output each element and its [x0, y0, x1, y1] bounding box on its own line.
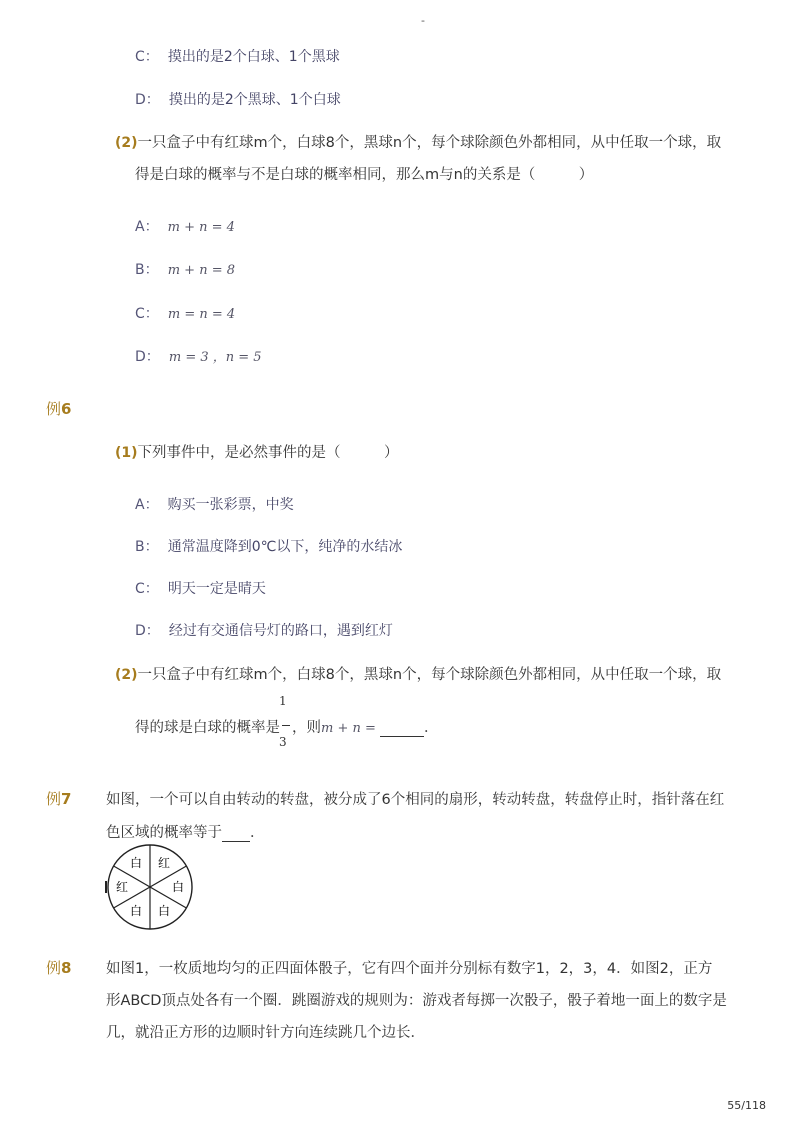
- sector-label-bottom-right: 白: [157, 904, 171, 918]
- question-text-end: ．: [250, 825, 265, 841]
- example-6-q2-line2: [135, 716, 439, 737]
- answer-blank[interactable]: [380, 722, 424, 737]
- option-math: m + n = 8: [167, 263, 235, 278]
- sector-label-bottom-left: 白: [129, 904, 143, 918]
- option-b: [135, 259, 235, 279]
- example-8-line3: 几，就沿正方形的边顺时针方向连续跳几个边长．: [106, 1025, 425, 1041]
- option-letter: D：: [135, 349, 160, 365]
- example-8-line1: 如图1，一枚质地均匀的正四面体骰子，它有四个面并分别标有数字1，2，3，4．如图2，正方: [106, 961, 713, 977]
- option-letter: A：: [135, 497, 159, 513]
- example-prefix: 例: [46, 790, 62, 808]
- option-letter: D：: [135, 623, 160, 639]
- ex6-option-c: [135, 578, 266, 598]
- option-letter: B：: [135, 262, 159, 278]
- option-math: m = n = 4: [167, 307, 236, 322]
- page-number: 55/118: [727, 1099, 766, 1112]
- fraction-bar: [282, 716, 290, 726]
- question-2-line2: 得是白球的概率与不是白球的概率相同，那么m与n的关系是（ ）: [135, 167, 594, 183]
- option-d: [135, 346, 262, 366]
- question-text: 色区域的概率等于: [106, 825, 222, 841]
- option-math: m = 3 ，n = 5: [168, 350, 262, 365]
- sector-label-left: 红: [115, 880, 129, 894]
- option-letter: C：: [135, 581, 159, 597]
- option-text: 经过有交通信号灯的路口，遇到红灯: [168, 623, 393, 639]
- sector-label-right: 白: [171, 880, 185, 894]
- question-number: (2): [115, 667, 138, 683]
- spinner-wheel: [102, 843, 198, 933]
- option-d-prev: [135, 89, 341, 109]
- question-text-end: ．: [424, 720, 439, 736]
- fraction-numerator: 1: [279, 694, 287, 708]
- example-7-line1: 如图，一个可以自由转动的转盘，被分成了6个相同的扇形，转动转盘，转盘停止时，指针落在红: [106, 792, 725, 808]
- question-number: (1): [115, 445, 138, 461]
- example-number: 7: [61, 790, 72, 808]
- ex6-option-b: [135, 536, 402, 556]
- equation: m + n =: [321, 721, 381, 736]
- example-prefix: 例: [46, 400, 62, 418]
- option-c-prev: [135, 46, 340, 66]
- example-6-label: [46, 398, 71, 419]
- example-8-label: [46, 957, 71, 978]
- option-c: [135, 303, 235, 323]
- question-text: 一只盒子中有红球m个，白球8个，黑球n个，每个球除颜色外都相同，从中任取一个球，取: [137, 667, 722, 683]
- example-6-q2-line1: [115, 663, 721, 684]
- question-2-line1: [115, 131, 721, 152]
- option-letter: C：: [135, 306, 159, 322]
- example-6-q1: [115, 441, 399, 462]
- option-text: 摸出的是2个白球、1个黑球: [167, 49, 340, 65]
- option-text: 通常温度降到0℃以下，纯净的水结冰: [167, 539, 403, 555]
- question-text-mid: ，则: [292, 720, 321, 736]
- header-mark: -: [421, 14, 425, 27]
- sector-label-top-right: 红: [157, 856, 171, 870]
- ex6-option-d: [135, 620, 393, 640]
- answer-blank[interactable]: [222, 827, 250, 842]
- example-8-line2: 形ABCD顶点处各有一个圈．跳圈游戏的规则为：游戏者每掷一次骰子，骰子着地一面上的数字是: [106, 993, 727, 1009]
- option-text: 摸出的是2个黑球、1个白球: [168, 92, 341, 108]
- option-letter: A：: [135, 219, 159, 235]
- option-letter: C：: [135, 49, 159, 65]
- fraction-denominator: 3: [279, 735, 287, 749]
- sector-label-top-left: 白: [129, 856, 143, 870]
- ex6-option-a: [135, 494, 294, 514]
- example-7-label: [46, 788, 71, 809]
- question-text: 下列事件中，是必然事件的是（ ）: [137, 445, 399, 461]
- question-text: 一只盒子中有红球m个，白球8个，黑球n个，每个球除颜色外都相同，从中任取一个球，取: [137, 135, 722, 151]
- example-prefix: 例: [46, 959, 62, 977]
- option-letter: D：: [135, 92, 160, 108]
- example-number: 8: [61, 959, 72, 977]
- example-7-line2: [106, 821, 265, 842]
- example-number: 6: [61, 400, 72, 418]
- option-a: [135, 216, 235, 236]
- option-text: 明天一定是晴天: [167, 581, 266, 597]
- question-number: (2): [115, 135, 138, 151]
- option-letter: B：: [135, 539, 159, 555]
- option-math: m + n = 4: [167, 220, 235, 235]
- question-text: 得的球是白球的概率是: [135, 720, 280, 736]
- option-text: 购买一张彩票，中奖: [167, 497, 294, 513]
